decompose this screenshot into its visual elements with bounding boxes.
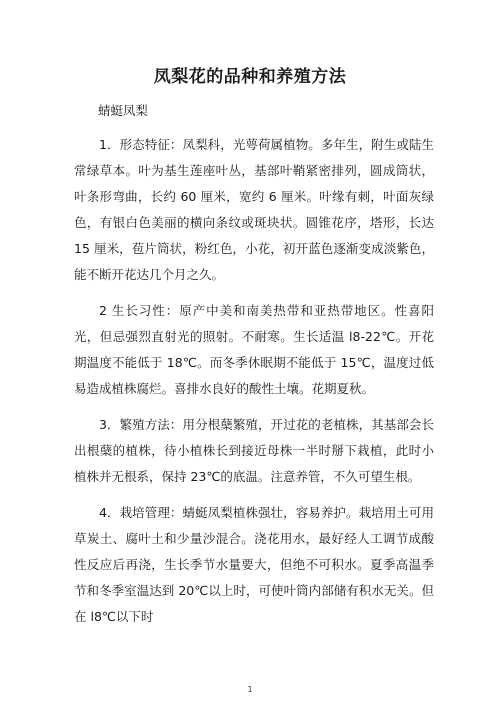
section-heading: 蜻蜓凤梨	[98, 103, 149, 118]
document-title: 凤梨花的品种和养殖方法	[153, 67, 347, 87]
paragraph-propagation: 3．繁殖方法：用分根蘖繁殖，开过花的老植株，其基部会长出根蘖的植株，待小植株长到接近母株一半时掰下栽植，此时小植株并无根系，保持 23℃的底温。注意养管，不久可望生根。	[74, 417, 434, 484]
document-body	[74, 132, 434, 640]
paragraph-morphology: 1．形态特征：凤梨科，光萼荷属植物。多年生，附生或陆生常绿草本。叶为基生莲座叶丛，基部叶鞘紧密排列，圆成筒状，叶条形弯曲，长约 60 厘米，宽约 6 厘米。叶缘有刺，叶面灰绿色，有银白色美丽的横向条纹或斑块状。圆锥花序，塔形，长达 15 厘米，苞片筒状，粉红色，小花，初开蓝色逐渐变成淡紫色，能不断开花达几个月之久。	[74, 137, 434, 282]
page-number: 1	[247, 685, 253, 694]
paragraph-growth-habits: 2 生长习性：原产中美和南美热带和亚热带地区。性喜阳光，但忌强烈直射光的照射。不耐寒。生长适温 l8-22℃。开花期温度不能低于 18℃。而冬季休眠期不能低于 15℃，温度过低易造成植株腐烂。喜排水良好的酸性土壤。花期夏秋。	[74, 303, 434, 396]
paragraph-cultivation: 4．栽培管理：蜻蜓凤梨植株强壮，容易养护。栽培用土可用草炭土、腐叶土和少量沙混合。浇花用水，最好经人工调节成酸性反应后再浇，生长季节水量要大，但绝不可积水。夏季高温季节和冬季室温达到 20℃以上时，可使叶筒内部储有积水无关。但在 l8℃以下时	[74, 505, 434, 624]
